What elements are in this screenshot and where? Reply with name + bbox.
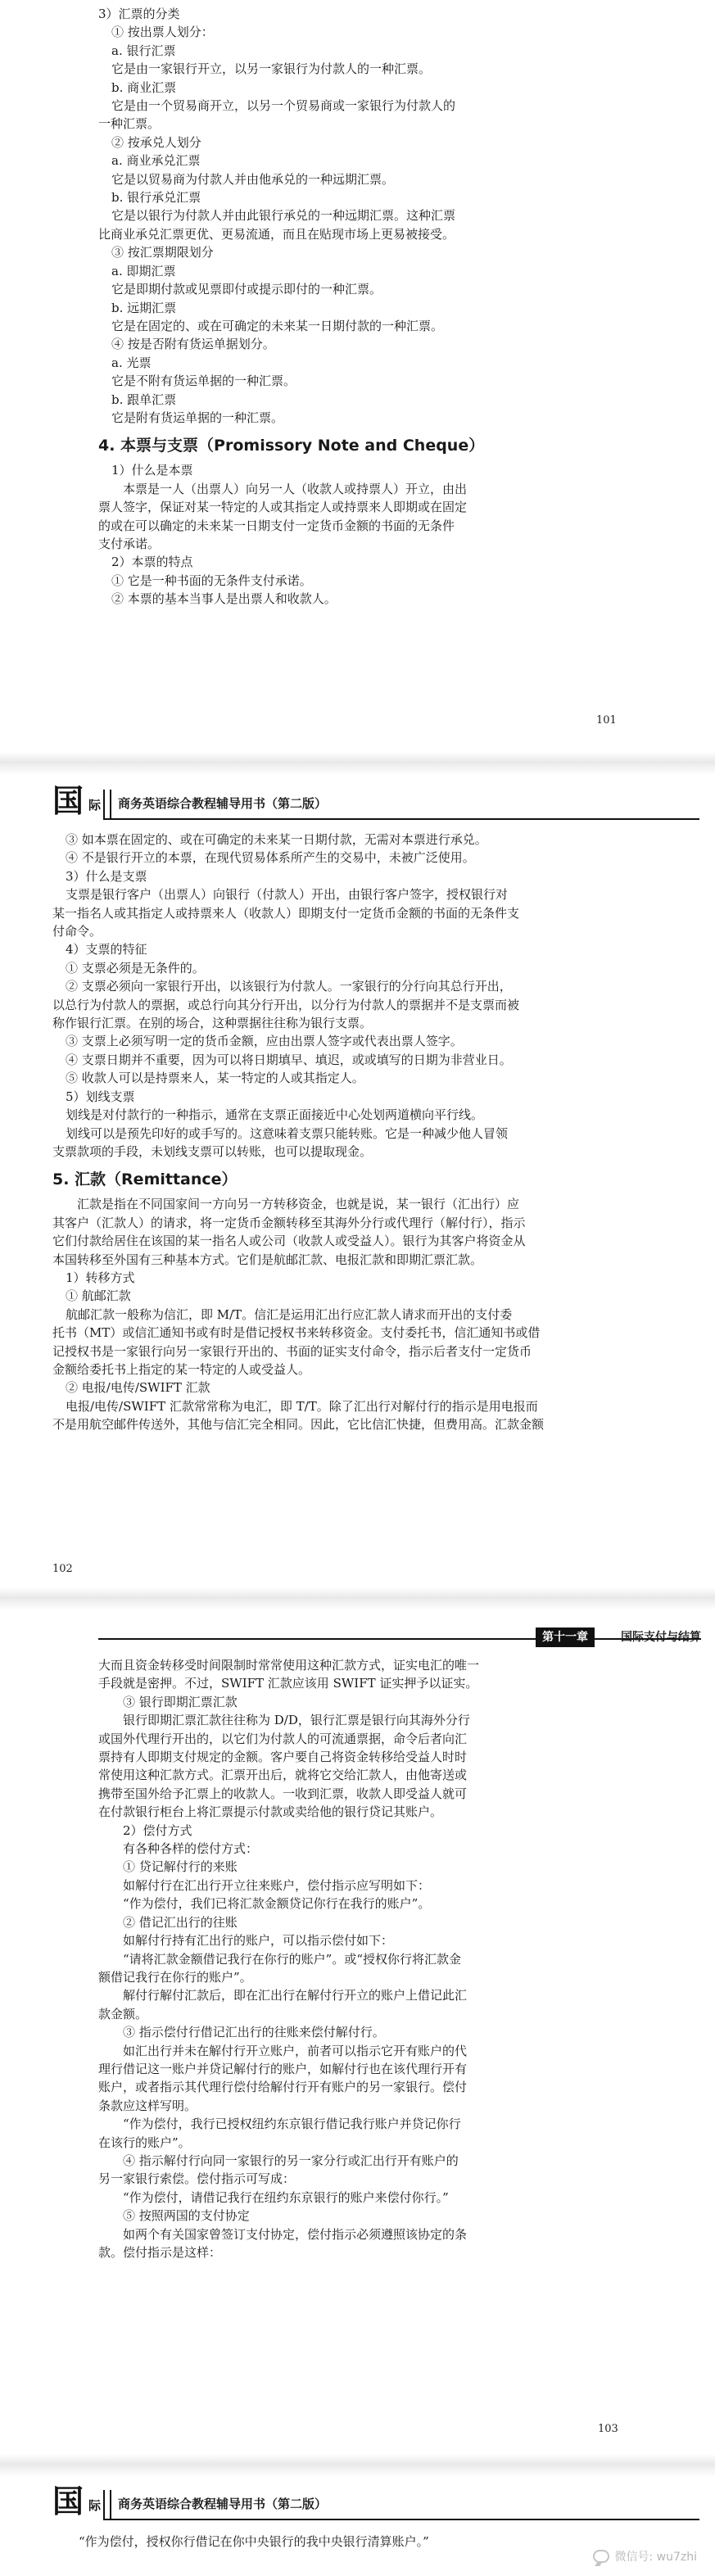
text-line: 1）转移方式 [66, 1270, 135, 1285]
text-line: 票持有人即期支付规定的金额。客户要自己将资金转移给受益人时时 [98, 1750, 468, 1765]
text-line: 另一家银行索偿。偿付指示可写成： [98, 2171, 296, 2187]
page-number: 103 [598, 2423, 618, 2435]
page-separator [0, 2454, 715, 2477]
text-line: 不是用航空邮件传送外，其他与信汇完全相同。因此，它比信汇快捷，但费用高。汇款金额 [52, 1417, 545, 1433]
text-line: ② 支票必须向一家银行开出，以该银行为付款人。一家银行的分行向其总行开出， [66, 979, 512, 994]
header-bar [103, 790, 111, 819]
text-line: 2）本票的特点 [111, 555, 193, 570]
text-line: ④ 支票日期并不重要，因为可以将日期填早、填迟，或或填写的日期为非营业日。 [66, 1052, 512, 1067]
text-line: 款。偿付指示是这样： [98, 2245, 222, 2260]
text-line: 在该行的账户”。 [98, 2135, 191, 2150]
text-line: 如解付行持有汇出行的账户，可以指示偿付如下： [123, 1933, 394, 1949]
text-line: 携带至国外给予汇票上的收款人。一收到汇票，收款人即受益人就可 [98, 1786, 468, 1801]
text-line: 理行借记这一账户并贷记解付行的账户，如解付行也在该代理行开有 [98, 2061, 468, 2076]
text-line: 它是以贸易商为付款人并由他承兑的一种远期汇票。 [111, 171, 395, 187]
text-line: 在付款银行柜台上将汇票提示付款或卖给他的银行贷记其账户。 [98, 1804, 443, 1820]
text-line: 的或在可以确定的未来某一日期支付一定货币金额的书面的无条件 [98, 518, 455, 533]
text-line: ① 它是一种书面的无条件支付承诺。 [111, 573, 312, 588]
header-title: 国际支付与结算 [621, 1631, 701, 1644]
header-bar [103, 2490, 111, 2519]
text-line: 本国转移至外国有三种基本方式。它们是航邮汇款、电报汇款和即期汇票汇款。 [52, 1252, 483, 1267]
header-logo-small-char: 际 [88, 798, 102, 813]
text-line: 付命令。 [52, 924, 102, 939]
text-line: 大而且资金转移受时间限制时常常使用这种汇款方式，证实电汇的唯一 [98, 1658, 480, 1673]
text-line: ③ 指示偿付行借记汇出行的往账来偿付解付行。 [123, 2025, 385, 2040]
text-line: ① 贷记解付行的来账 [123, 1859, 238, 1875]
text-line: 金额给委托书上指定的某一特定的人或受益人。 [52, 1361, 311, 1377]
header-title: 商务英语综合教程辅导用书（第二版） [118, 796, 328, 811]
text-line: b. 远期汇票 [111, 300, 177, 315]
text-line: 账户，或者指示其代理行偿付给解付行开有账户的另一家银行。偿付 [98, 2080, 468, 2095]
text-line: ② 借记汇出行的往账 [123, 1914, 238, 1930]
text-line: 如解付行在汇出行开立往来账户，偿付指示应写明如下： [123, 1877, 431, 1893]
text-line: ① 支票必须是无条件的。 [66, 960, 205, 976]
text-line: 其客户（汇款人）的请求，将一定货币金额转移至其海外分行或代理行（解付行），指示 [52, 1215, 526, 1230]
text-line: ① 按出票人划分： [111, 25, 214, 40]
text-line: 航邮汇款一般称为信汇，即 M/T。信汇是运用汇出行应汇款人请求而开出的支付委 [66, 1306, 513, 1322]
text-line: 手段就是密押。不过，SWIFT 汇款应该用 SWIFT 证实押予以证实。 [98, 1676, 478, 1691]
chapter-tag: 第十一章 [536, 1628, 595, 1647]
text-line: “作为偿付，请借记我行在纽约东京银行的账户来偿付你行。” [123, 2189, 449, 2205]
page-102-body [52, 831, 691, 1434]
text-line: 汇款是指在不同国家间一方向另一方转移资金，也就是说，某一银行（汇出行）应 [77, 1197, 520, 1212]
text-line: 比商业承兑汇票更优、更易流通，而且在贴现市场上更易被接受。 [98, 226, 455, 242]
page-101-body [98, 5, 614, 609]
header-rule [103, 2519, 699, 2520]
text-line: ① 航邮汇款 [66, 1288, 131, 1304]
text-line: ③ 按汇票期限划分 [111, 245, 214, 260]
text-line: 票人签字，保证对某一特定的人或其指定人或持票来人即期或在固定 [98, 500, 468, 515]
text-line: a. 商业承兑汇票 [111, 153, 201, 169]
header-title: 商务英语综合教程辅导用书（第二版） [118, 2497, 328, 2511]
text-line: 3）什么是支票 [66, 868, 147, 884]
text-line: 款金额。 [98, 2006, 148, 2021]
text-line: 本票是一人（出票人）向另一人（收款人或持票人）开立，由出 [123, 481, 468, 496]
text-line: 如两个有关国家曾签订支付协定，偿付指示必须遵照该协定的条 [123, 2226, 468, 2242]
text-line: ② 按承兑人划分 [111, 134, 201, 150]
text-line: ④ 不是银行开立的本票，在现代贸易体系所产生的交易中，未被广泛使用。 [66, 850, 475, 866]
text-line: ③ 如本票在固定的、或在可确定的未来某一日期付款，无需对本票进行承兑。 [66, 832, 487, 847]
text-line: “作为偿付，我行已授权纽约东京银行借记我行账户并贷记你行 [123, 2116, 461, 2132]
page-separator [0, 752, 715, 775]
text-line: ② 电报/电传/SWIFT 汇款 [66, 1380, 210, 1396]
text-line: 条款应这样写明。 [98, 2098, 197, 2113]
text-line: 它是由一个贸易商开立，以另一个贸易商或一家银行为付款人的 [111, 98, 456, 114]
header-logo-char: 国 [52, 2483, 84, 2519]
text-line: 如汇出行并未在解付行开立账户，前者可以指示它开有账户的代 [123, 2043, 468, 2058]
text-line: 或国外代理行开出的，以它们为付款人的可流通票据，命令后者向汇 [98, 1731, 468, 1746]
text-line: 托书（MT）或信汇通知书或有时是借记授权书来转移资金。支付委托书，信汇通知书或借 [52, 1325, 541, 1341]
text-line: ② 本票的基本当事人是出票人和收款人。 [111, 591, 337, 607]
text-line: ⑤ 按照两国的支付协定 [123, 2208, 250, 2224]
text-line: 电报/电传/SWIFT 汇款常常称为电汇，即 T/T。除了汇出行对解付行的指示是用电报而 [66, 1398, 538, 1414]
header-rule [103, 818, 699, 820]
text-line: a. 银行汇票 [111, 43, 176, 58]
text-line: b. 跟单汇票 [111, 392, 177, 407]
text-line: 2）偿付方式 [123, 1822, 192, 1838]
page-header [52, 2483, 699, 2519]
header-logo-small-char: 际 [88, 2498, 102, 2513]
text-line: 它是不附有货运单据的一种汇票。 [111, 373, 296, 389]
text-line: 它是在固定的、或在可确定的未来某一日期付款的一种汇票。 [111, 318, 444, 333]
text-line: “请将汇款金额借记我行在你行的账户”。或“授权你行将汇款金 [123, 1951, 462, 1967]
page-header [52, 783, 699, 819]
text-line: 一种汇票。 [98, 116, 161, 132]
text-line: 某一指名人或其指定人或持票来人（收款人）即期支付一定货币金额的书面的无条件支 [52, 905, 520, 921]
text-line: ③ 支票上必须写明一定的货币金额，应由出票人签字或代表出票人签字。 [66, 1034, 463, 1049]
text-line: 银行即期汇票汇款往往称为 D/D，银行汇票是银行向其海外分行 [123, 1713, 470, 1728]
page-103 [0, 1587, 715, 2454]
section-heading: 5. 汇款（Remittance） [52, 1170, 238, 1189]
page-103-body [98, 1656, 614, 2261]
text-line: 划线可以是预先印好的或手写的。这意味着支票只能转账。它是一种减少他人冒领 [66, 1125, 509, 1141]
text-line: 它是由一家银行开立，以另一家银行为付款人的一种汇票。 [111, 61, 432, 77]
text-line: ⑤ 收款人可以是持票来人，某一特定的人或其指定人。 [66, 1071, 364, 1086]
text-line: 常使用这种汇款方式。汇票开出后，就将它交给汇款人，由他寄送或 [98, 1768, 468, 1783]
text-line: 划线是对付款行的一种指示，通常在支票正面接近中心处划两道横向平行线。 [66, 1107, 484, 1123]
chat-bubble-icon [593, 2550, 609, 2563]
text-line: “作为偿付，授权你行借记在你中央银行的我中央银行清算账户。” [79, 2534, 429, 2549]
text-line: “作为偿付，我们已将汇款金额贷记你行在我行的账户”。 [123, 1896, 431, 1912]
text-line: 记授权书是一家银行向另一家银行开出的、书面的证实支付命令，指示后者支付一定货币 [52, 1343, 532, 1359]
header-rule [98, 1638, 701, 1640]
section-heading: 4. 本票与支票（Promissory Note and Cheque） [98, 437, 485, 455]
text-line: 支付承诺。 [98, 536, 161, 551]
header-logo-char: 国 [52, 782, 84, 819]
watermark [593, 2548, 697, 2565]
text-line: 1）什么是本票 [111, 463, 193, 478]
text-line: 它是附有货运单据的一种汇票。 [111, 410, 284, 425]
text-line: a. 即期汇票 [111, 263, 176, 278]
text-line: 解付行解付汇款后，即在汇出行在解付行开立的账户上借记此汇 [123, 1988, 468, 2003]
watermark-text: 微信号: wu7zhi [614, 2551, 697, 2564]
text-line: 它是以银行为付款人并由此银行承兑的一种远期汇票。这种汇票 [111, 208, 456, 224]
text-line: b. 银行承兑汇票 [111, 190, 201, 206]
text-line: ④ 指示解付行向同一家银行的另一家分行或汇出行开有账户的 [123, 2153, 459, 2168]
page-101 [0, 0, 715, 752]
text-line: 以总行为付款人的票据，或总行向其分行开出，以分行为付款人的票据并不是支票而被 [52, 997, 520, 1012]
text-line: 支票是银行客户（出票人）向银行（付款人）开出，由银行客户签字，授权银行对 [66, 887, 509, 903]
text-line: a. 光票 [111, 355, 152, 370]
text-line: 它是即期付款或见票即付或提示即付的一种汇票。 [111, 282, 382, 297]
page-header [98, 1617, 701, 1650]
text-line: 4）支票的特征 [66, 942, 147, 958]
text-line: b. 商业汇票 [111, 79, 177, 95]
text-line: 3）汇票的分类 [98, 7, 180, 21]
page-separator [0, 1587, 715, 1610]
text-line: 称作银行汇票。在别的场合，这种票据往往称为银行支票。 [52, 1016, 373, 1031]
page-number: 102 [52, 1563, 73, 1575]
text-line: 支票款项的手段，未划线支票可以转账，也可以提取现金。 [52, 1143, 373, 1159]
text-line: ③ 银行即期汇票汇款 [123, 1694, 238, 1709]
text-line: 5）划线支票 [66, 1089, 135, 1104]
page-number: 101 [596, 714, 617, 727]
page-104 [0, 2454, 715, 2576]
text-line: 额借记我行在你行的账户”。 [98, 1969, 252, 1985]
page-102 [0, 752, 715, 1587]
text-line: 有各种各样的偿付方式： [123, 1841, 259, 1857]
text-line: 它们付款给居住在该国的某一指名人或公司（收款人或受益人）。银行为其客户将资金从 [52, 1234, 526, 1249]
text-line: ④ 按是否附有货运单据划分。 [111, 337, 275, 352]
